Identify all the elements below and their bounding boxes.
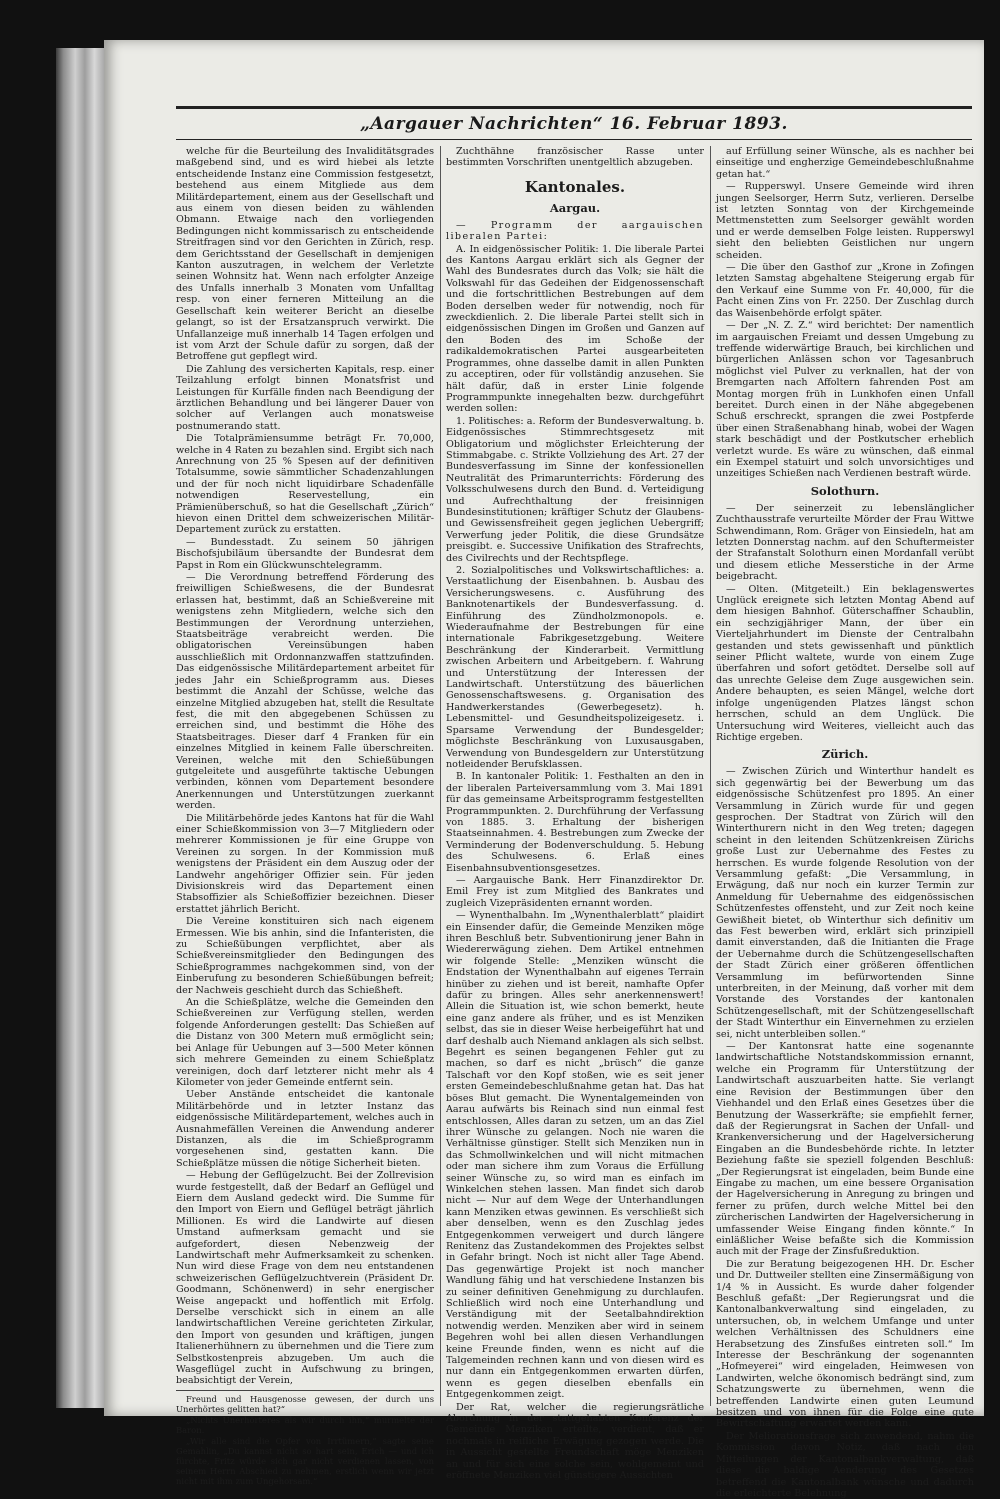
paragraph: Zuchthähne französischer Rasse unter bestimmten Vorschriften unentgeltlich abzugeben.: [446, 146, 704, 169]
section-heading-aargau: Aargau.: [549, 200, 601, 215]
paragraph: A. In eidgenössischer Politik: 1. Die liberale Partei des Kantons Aargau erklärt sich als Gegner der Wahl des Bundesrates durch das Volk; sie hält die Volkswahl für das Gedeihen der Eidgenossenschaft und die fortschrittlichen Bestrebungen auf dem Boden derselben weder für notwendig, noch für zweckdienlich. 2. Die liberale Partei stellt sich in eidgenössischen Dingen im Großen und Ganzen auf den Boden des im Schoße der radikaldemokratischen Partei ausgearbeiteten Programmes, ohne dasselbe damit in allen Punkten zu acceptiren, oder für vollständig anzusehen. Sie hält dafür, daß in erster Linie folgende Programmpunkte innegehalten bezw. durchgeführt werden sollen:: [446, 243, 704, 415]
paragraph: B. In kantonaler Politik: 1. Festhalten an den in der liberalen Parteiversammlung vom 3. Mai 1891 für das gemeinsame Arbeitsprogramm festgestellten Programmpunkten. 2. Durchführung der Verfassung von 1885. 3. Erhaltung der bisherigen Staatseinnahmen. 4. Bestrebungen zum Zwecke der Verminderung der Bodenverschuldung. 5. Hebung des Schulwesens. 6. Erlaß eines Eisenbahnsubventionsgesetzes.: [446, 771, 704, 874]
paragraph: — Olten. (Mitgeteilt.) Ein beklagenswertes Unglück ereignete sich letzten Montag Abend auf dem hiesigen Bahnhof. Güterschaffner Schaublin, ein sechzigjähriger Mann, der über ein Vierteljahrhundert im Dienste der Centralbahn gestanden und stets gewissenhaft und pünktlich seiner Pflicht waltete, wurde von einem Zuge überfahren und sofort getödtet. Derselbe soll auf das unrechte Geleise dem Zuge ausgewichen sein. Andere behaupten, es seien Mängel, welche dort infolge ungenügenden Platzes längst schon herrschen, schuld an dem Unglück. Die Untersuchung wird Weiteres, vielleicht auch das Richtige ergeben.: [716, 583, 974, 743]
paragraph: Die Totalprämiensumme beträgt Fr. 70,000, welche in 4 Raten zu bezahlen sind. Ergibt sich nach Anrechnung von 25 % Spesen auf der definitiven Totalsumme, sowie sämmtlicher Schadenzahlungen und der für noch nicht liquidirbare Schadenfälle notwendigen Reservestellung, ein Prämienüberschuß, so hat die Gesellschaft „Zürich“ hievon einen Drittel dem schweizerischen Militär-Departement zurück zu erstatten.: [176, 433, 434, 536]
paragraph: Der Meliorationsfrage sich zuwendend, nahm die Kommission davon Notiz, daß nach den Mitteilungen der Kantonalbankverwaltung, daß diese die baldige Aenderung des Gesetzes betreffend die Kantonalbank wünsche und dadurch die erleichterte Belehnung: [716, 1430, 974, 1499]
section-heading-solothurn: Solothurn.: [810, 483, 880, 498]
paragraph: Die Zahlung des versicherten Kapitals, resp. einer Teilzahlung erfolgt binnen Monatsfrist und Leistungen für Kurfälle finden nach Beendigung der ärztlichen Behandlung und bei längerer Dauer von solcher auf Verlangen auch monatsweise postnumerando statt.: [176, 363, 434, 432]
paragraph: — Aargauische Bank. Herr Finanzdirektor Dr. Emil Frey ist zum Mitglied des Bankrates und zugleich Vizepräsidenten ernannt worden.: [446, 874, 704, 909]
book-spine: [56, 48, 104, 1408]
section-heading-kantonales: Kantonales.: [524, 177, 626, 196]
columns-container: [176, 146, 974, 1499]
column-1: [176, 146, 434, 1486]
paragraph: — Wynenthalbahn. Im „Wynenthalerblatt“ plaidirt ein Einsender dafür, die Gemeinde Menziken möge ihren Beschluß betr. Subventionirung jener Bahn in Wiedererwägung ziehen. Dem Artikel entnehmen wir folgende Stelle: „Menziken wünscht die Endstation der Wynenthalbahn auf eigenes Terrain hinüber zu ziehen und ist bereit, namhafte Opfer dafür zu bringen. Alles sehr anerkennenswert! Allein die Situation ist, wie schon bemerkt, heute eine ganz andere als früher, und es ist Menziken selbst, das sie in dieser Weise herbeigeführt hat und darf deshalb auch Niemand anklagen als sich selbst. Begehrt es seinen begangenen Fehler gut zu machen, so darf es nicht „brüsch“ die ganze Talschaft vor den Kopf stoßen, wie es seit jener ersten Gemeindebeschlußnahme getan hat. Das hat böses Blut gemacht. Die Wynentalgemeinden von Aarau aufwärts bis Reinach sind nun einmal fest entschlossen, Alles daran zu setzen, um an das Ziel ihrer Wünsche zu gelangen. Noch nie waren die Verhältnisse günstiger. Stellt sich Menziken nun in das Schmollwinkelchen und will nicht mitmachen oder man sichere ihm zum Voraus die Erfüllung seiner Wünsche zu, so wird man es einfach im Winkelchen stehen lassen. Man findet sich darob nicht — Nur auf dem Wege der Unterhandlungen kann Menziken etwas gewinnen. Es verschließt sich aber denselben, wenn es den Zuschlag jedes Entgegenkommen verweigert und durch längere Renitenz das Zustandekommen des Projektes selbst in Gefahr bringt. Noch ist nicht aller Tage Abend. Das gegenwärtige Projekt ist noch mancher Wandlung fähig und hat verschiedene Instanzen bis zu seiner definitiven Genehmigung zu durchlaufen. Schließlich wird noch eine Unterhandlung und Verständigung mit der Seetalbahndirektion notwendig werden. Menziken aber wird in seinem Begehren wohl bei allen diesen Verhandlungen keine Freunde finden, wenn es nicht auf die Talgemeinden rechnen kann und von diesen wird es nur dann ein Entgegenkommen erwarten dürfen, wenn es gegen dieselben ebenfalls ein Entgegenkommen zeigt.: [446, 910, 704, 1401]
column-rule: [440, 146, 441, 1406]
paragraph: — Die Verordnung betreffend Förderung des freiwilligen Schießwesens, die der Bundesrat erlassen hat, bestimmt, daß an Schießvereine mit wenigstens zehn Mitgliedern, welche sich den Bestimmungen der Verordnung unterziehen, Staatsbeiträge verabreicht werden. Die obligatorischen Vereinsübungen haben ausschließlich mit Ordonnanzwaffen stattzufinden. Das eidgenössische Militärdepartement arbeitet für jedes Jahr ein Schießprogramm aus. Dieses bestimmt die Anzahl der Schüsse, welche das einzelne Mitglied abzugeben hat, stellt die Resultate fest, die mit den abgegebenen Schüssen zu erreichen sind, und bestimmt die Höhe des Staatsbeitrages. Dieser darf 4 Franken für ein einzelnes Mitglied in keinem Falle überschreiten. Vereinen, welche mit den Schießübungen gutgeleitete und ausgeführte taktische Uebungen verbinden, können vom Departement besondere Anerkennungen und Unterstützungen zuerkannt werden.: [176, 572, 434, 812]
paragraph: Die zur Beratung beigezogenen HH. Dr. Escher und Dr. Duttweiler stellten eine Zinsermäßigung von 1/4 % in Aussicht. Es wurde daher folgender Beschluß gefaßt: „Der Regierungsrat und die Kantonalbankverwaltung sind eingeladen, zu untersuchen, ob, in welchem Umfange und unter welchen Verhältnissen des Schuldners eine Herabsetzung des Zinsfußes eintreten soll.“ Im Interesse der Beschränkung der sogenannten „Hofmeyerei“ wird eingeladen, Heimwesen von Landwirten, welche ökonomisch bedrängt sind, zum Schatzungswerte zu übernehmen, wenn die betreffenden Landwirte einen guten Leumund besitzen und von ihnen für die Folge eine gute Bewirtschaftung erwartet werden kann.: [716, 1258, 974, 1430]
column-rule: [710, 146, 711, 1406]
paragraph: — Zwischen Zürich und Winterthur handelt es sich gegenwärtig bei der Bewerbung um das eidgenössische Schützenfest pro 1895. An einer Versammlung in Zürich wurde für und gegen gesprochen. Der Stadtrat von Zürich will den Winterthurern nicht in den Weg treten; dagegen scheint in den leitenden Schützenkreisen Zürichs große Lust zur Uebernahme des Festes zu herrschen. Es wurde folgende Resolution von der Versammlung gefaßt: „Die Versammlung, in Erwägung, daß nur noch ein kurzer Termin zur Anmeldung für Uebernahme des eidgenössischen Schützenfestes offensteht, und zur Zeit noch keine Gewißheit bietet, ob Winterthur sich definitiv um das Fest bewerben wird, erklärt sich prinzipiell damit einverstanden, daß die Initianten die Frage der Uebernahme durch die Schützengesellschaften der Stadt Zürich einer größeren öffentlichen Versammlung im befürwortenden Sinne unterbreiten, in der Meinung, daß vorher mit dem Vorstande des Vorstandes der kantonalen Schützengesellschaft, mit der Schützengesellschaft der Stadt Winterthur ein Einvernehmen zu erzielen sei, nicht unterbleiben sollen.“: [716, 766, 974, 1040]
section-heading-zuerich: Zürich.: [821, 747, 869, 762]
feuilleton-paragraph: Freund und Hausgenosse gewesen, der durch uns Unerhörtes gelitten hat?“: [176, 1393, 434, 1414]
paragraph: Die Militärbehörde jedes Kantons hat für die Wahl einer Schießkommission von 3—7 Mitgliedern oder mehrerer Kommissionen je für eine Gruppe von Vereinen zu sorgen. In der Kommission muß wenigstens der Präsident ein dem Auszug oder der Landwehr angehöriger Offizier sein. Für jeden Divisionskreis wird das Departement einen Stabsoffizier als Schießoffizier bezeichnen. Dieser erstattet jährlich Bericht.: [176, 812, 434, 915]
column-3: [716, 146, 974, 1499]
paragraph: — Der „N. Z. Z.“ wird berichtet: Der namentlich im aargauischen Freiamt und dessen Umgebung zu treffende widerwärtige Brauch, bei kirchlichen und bürgerlichen Anlässen schon vor Tagesanbruch möglichst viel Pulver zu verknallen, hat der von Bremgarten nach Affoltern fahrenden Post am Montag morgen früh in Lunkhofen einen Unfall bereitet. Durch einen in der Nähe abgegebenen Schuß erschreckt, sprangen die zwei Postpferde über einen Straßenabhang hinab, wobei der Wagen stark beschädigt und der Postkutscher erheblich verletzt wurde. Es wäre zu wünschen, daß einmal ein Exempel statuirt und solch unvorsichtiges und unzeitiges Schießen nach Verdienen bestraft würde.: [716, 320, 974, 480]
feuilleton-paragraph: „Nichts Unerhörteres als wir durch ihn,“ murmelte der Baron.: [176, 1414, 434, 1435]
paragraph: 2. Sozialpolitisches und Volkswirtschaftliches: a. Verstaatlichung der Eisenbahnen. b. Ausbau des Versicherungswesens. c. Ausführung des Banknotenartikels der Bundesverfassung. d. Einführung des Zündholzmonopols. e. Wiederaufnahme der Bestrebungen für eine internationale Fabrikgesetzgebung. Weitere Beschränkung der Kinderarbeit. Vermittlung zwischen Arbeitern und Arbeitgebern. f. Wahrung und Unterstützung der Interessen der Landwirtschaft. Unterstützung des bäuerlichen Genossenschaftswesens. g. Organisation des Handwerkerstandes (Gewerbegesetz). h. Lebensmittel- und Gesundheitspolizeigesetz. i. Sparsame Verwendung der Bundesgelder; möglichste Beschränkung von Luxusausgaben, Verwendung von Bundesgeldern zur Unterstützung notleidender Berufsklassen.: [446, 565, 704, 770]
paragraph: — Die über den Gasthof zur „Krone in Zofingen letzten Samstag abgehaltene Steigerung ergab für den Verkauf eine Summe von Fr. 40,000, für die Pacht einen Zins von Fr. 2250. Der Zuschlag durch das Waisenbehörde erfolgt später.: [716, 262, 974, 319]
column-2: [446, 146, 704, 1482]
paragraph: An die Schießplätze, welche die Gemeinden den Schießvereinen zur Verfügung stellen, werden folgende Anforderungen gestellt: Das Schießen auf die Distanz von 300 Metern muß ermöglicht sein; bei Anlage für Uebungen auf 3—500 Meter können sich mehrere Gemeinden zu einem Schießplatz vereinigen, doch darf letzterer nicht mehr als 4 Kilometer von jeder Gemeinde entfernt sein.: [176, 997, 434, 1088]
paragraph: Der Rat, welcher die regierungsrätliche Abordnung in der stattgehabten Konferenz der Gemeinde Menziken erteilte, verdient, daß er nochmals in reifliche Erwägung gezogen werde. Die in Aussicht gestellte Freundschaft möge Menziken an und für sich eine solche sein, wohlgemeint und eröffnete Menziken viel günstigere Aussichten: [446, 1401, 704, 1482]
paragraph: — Der seinerzeit zu lebenslänglicher Zuchthausstrafe verurteilte Mörder der Frau Wittwe Schwendimann, Rom. Gräger von Einsiedeln, hat am letzten Donnerstag nachm. auf den Schuftermeister der Strafanstalt Solothurn einen Mordanfall verübt und diesem etliche Messerstiche in der Arme beigebracht.: [716, 502, 974, 583]
paragraph: — Programm der aargauischen liberalen Partei:: [446, 219, 704, 243]
feuilleton-paragraph: „Wir alle sind die Opfer von Irrtümern,“ sagte seine Gemahlin, „Du kannst nicht so hart sein, Erich — und ich fürchte, Fritz würde sich gar nicht verdienen lassen, von seinem Herrn Abschied zu nehmen, erstlich wenn wir jetzt nicht mit ihm zum Ungehorsam.“: [176, 1435, 434, 1486]
paragraph: Ueber Anstände entscheidet die kantonale Militärbehörde und in letzter Instanz das eidgenössische Militärdepartement, welches auch in Ausnahmefällen Vereinen die Anwendung anderer Distanzen, als die im Schießprogramm vorgesehenen sind, gestatten kann. Die Schießplätze müssen die nötige Sicherheit bieten.: [176, 1089, 434, 1169]
paragraph: 1. Politisches: a. Reform der Bundesverwaltung. b. Eidgenössisches Stimmrechtsgesetz mit Obligatorium und möglichster Erleichterung der Stimmabgabe. c. Strikte Vollziehung des Art. 27 der Bundesverfassung im Sinne der konfessionellen Neutralität des Primarunterrichts: Förderung des Volksschulwesens durch den Bund. d. Verteidigung und Aufrechthaltung der freisinnigen Bundesinstitutionen; kräftiger Schutz der Glaubens- und Gewissensfreiheit gegen jeglichen Uebergriff; Verwerfung jeder Politik, die diese Grundsätze preisgibt. e. Successive Unifikation des Strafrechts, des Civilrechts und der Rechtspflege.: [446, 415, 704, 564]
masthead: „Aargauer Nachrichten“ 16. Februar 1893.: [176, 106, 972, 140]
paragraph: auf Erfüllung seiner Wünsche, als es nachher bei einseitige und engherzige Gemeindebeschlußnahme getan hat.“: [716, 146, 974, 180]
feuilleton-divider: [176, 1390, 434, 1391]
paragraph: — Bundesstadt. Zu seinem 50 jährigen Bischofsjubiläum übersandte der Bundesrat dem Papst in Rom ein Glückwunschtelegramm.: [176, 536, 434, 571]
newspaper-page: [104, 40, 984, 1499]
paragraph: welche für die Beurteilung des Invaliditätsgrades maßgebend sind, und es wird hiebei als letzte entscheidende Instanz eine Commission festgesetzt, bestehend aus einem Mitgliede aus dem Militärdepartement, einem aus der Gesellschaft und aus einem von diesen beiden zu wählenden Obmann. Etwaige nach den vorliegenden Bedingungen nicht kommissarisch zu entscheidende Streitfragen sind vor den Gerichten in Zürich, resp. dem Gerichtsstand der Gesellschaft in demjenigen Kanton auszutragen, in welchem der Verletzte seinen Wohnsitz hat. Wenn nach erfolgter Anzeige des Unfalls innerhalb 3 Monaten vom Unfalltag resp. von einer ferneren Mitteilung an die Gesellschaft kein weiterer Bericht an dieselbe gelangt, so ist der Ersatzanspruch verwirkt. Die Unfallanzeige muß innerhalb 14 Tagen erfolgen und ist vom Arzt der Schule dafür zu sorgen, daß der Betroffene gut gepflegt wird.: [176, 146, 434, 363]
paragraph: — Rupperswyl. Unsere Gemeinde wird ihren jungen Seelsorger, Herrn Sutz, verlieren. Derselbe ist letzten Sonntag von der Kirchgemeinde Mettmenstetten zum Seelsorger gewählt worden und er werde demselben Folge leisten. Rupperswyl sieht den beliebten Geistlichen nur ungern scheiden.: [716, 181, 974, 261]
paragraph: Die Vereine konstituiren sich nach eigenem Ermessen. Wie bis anhin, sind die Infanteristen, die zu Schießübungen verpflichtet, aber als Schießvereinsmitglieder den Bedingungen des Schießprogrammes nachgekommen sind, von der Einberufung zu besonderen Schießübungen befreit; der Nachweis geschieht durch das Schießheft.: [176, 916, 434, 996]
paragraph: — Der Kantonsrat hatte eine sogenannte landwirtschaftliche Notstandskommission ernannt, welche ein Programm für Unterstützung der Landwirtschaft auszuarbeiten hatte. Sie verlangt eine Revision der Bestimmungen über den Viehhandel und den Erlaß eines Gesetzes über die Benutzung der Wasserkräfte; sie empfiehlt ferner, daß der Regierungsrat in Sachen der Unfall- und Krankenversicherung und der Hagelversicherung Eingaben an die Bundesbehörde richte. In letzter Beziehung faßte sie speziell folgenden Beschluß: „Der Regierungsrat ist eingeladen, beim Bunde eine Eingabe zu machen, um eine bessere Organisation der Hagelversicherung in Anregung zu bringen und ferner zu prüfen, durch welche Mittel bei den zürcherischen Landwirten der Hagelversicherung in umfassender Weise Eingang finden könnte.“ In einläßlicher Weise befaßte sich die Kommission auch mit der Frage der Zinsfußreduktion.: [716, 1041, 974, 1258]
paragraph: — Hebung der Geflügelzucht. Bei der Zollrevision wurde festgestellt, daß der Bedarf an Geflügel und Eiern dem Ausland gedeckt wird. Die Summe für den Import von Eiern und Geflügel beträgt jährlich Millionen. Es wird die Landwirte auf diesen Umstand aufmerksam gemacht und sie aufgefordert, diesen Nebenzweig der Landwirtschaft mehr Aufmerksamkeit zu schenken. Nun wird diese Frage von dem neu entstandenen schweizerischen Geflügelzuchtverein (Präsident Dr. Goodmann, Schönenwerd) in sehr energischer Weise angepackt und hoffentlich mit Erfolg. Derselbe verschickt sich in einem an alle landwirtschaftlichen Vereine gerichteten Zirkular, den Import von gesunden und kräftigen, jungen Italienerhühnern zu übernehmen und die Tiere zum Selbstkostenpreis abzugeben. Um auch die Wasgeflügel zucht in Aufschwung zu bringen, beabsichtigt der Verein,: [176, 1170, 434, 1387]
